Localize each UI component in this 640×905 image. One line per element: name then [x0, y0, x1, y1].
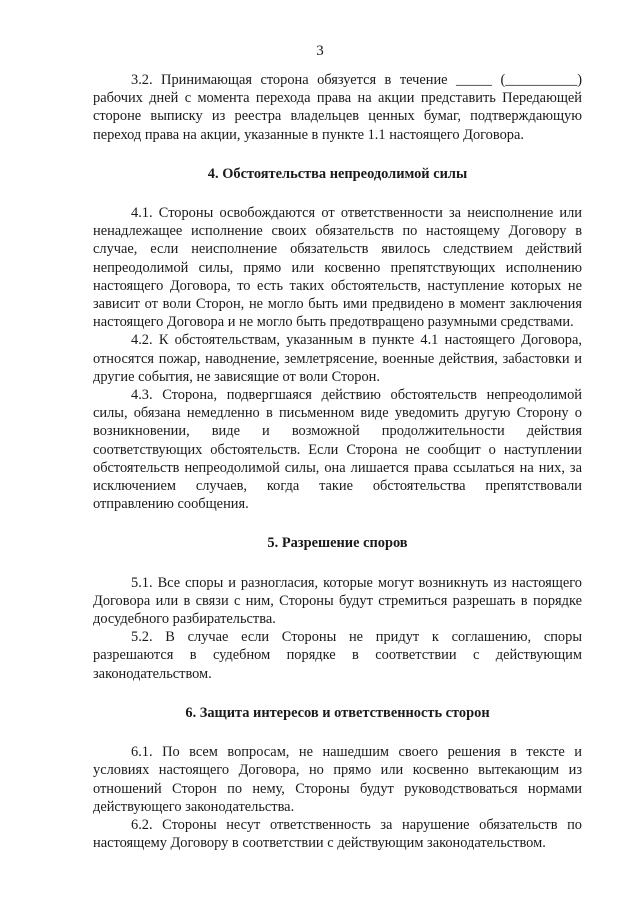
clause-3-2: 3.2. Принимающая сторона обязуется в течение _____ (__________) рабочих дней с момента перехода права на акции представить Передающей стороне выписку из реестра владельцев ценных бумаг, подтверждающую переход права на акции, указанные в пункте 1.1 настоящего Договора.: [93, 72, 582, 143]
section-5-title: 5. Разрешение споров: [267, 535, 408, 552]
spacer: [93, 183, 582, 204]
spacer: [93, 553, 582, 574]
clause-4-1: 4.1. Стороны освобождаются от ответственности за неисполнение или ненадлежащее исполнение своих обязательств по настоящему Договору в случае, если неисполнение обязательств явилось следствием действий непреодолимой силы, прямо или косвенно препятствующих исполнению настоящего Договора, то есть таких обстоятельств, наступление которых не зависит от воли Сторон, не могло быть ими предвидено в момент заключения настоящего Договора и не могло быть предотвращено разумными средствами.: [93, 205, 582, 331]
clause-4-3: 4.3. Сторона, подвергшаяся действию обстоятельств непреодолимой силы, обязана немедленно в письменном виде уведомить другую Сторону о возникновении, виде и возможной продолжительности действия соответствующих обстоятельств. Если Сторона не сообщит о наступлении обстоятельств непреодолимой силы, она лишается права ссылаться на них, за исключением случаев, когда такие обстоятельства препятствовали отправлению сообщения.: [93, 387, 582, 513]
clause-4-2: 4.2. К обстоятельствам, указанным в пункте 4.1 настоящего Договора, относятся пожар, наводнение, землетрясение, военные действия, забастовки и другие события, не зависящие от воли Сторон.: [93, 332, 582, 385]
section-4-title: 4. Обстоятельства непреодолимой силы: [207, 165, 468, 182]
clause-6-1: 6.1. По всем вопросам, не нашедшим своего решения в тексте и условиях настоящего Договора, но прямо или косвенно вытекающим из отношений Сторон по нему, Стороны будут руководствоваться нормами действующего законодательства.: [93, 744, 582, 815]
spacer: [93, 683, 582, 704]
page-number: 3: [316, 43, 324, 59]
spacer: [93, 513, 582, 534]
clause-6-2: 6.2. Стороны несут ответственность за нарушение обязательств по настоящему Договору в соответствии с действующим законодательством.: [93, 816, 582, 852]
clause-5-2: 5.2. В случае если Стороны не придут к соглашению, споры разрешаются в судебном порядке в соответствии с действующим законодательством.: [93, 629, 582, 682]
section-6-title: 6. Защита интересов и ответственность сторон: [185, 704, 490, 721]
clause-5-1: 5.1. Все споры и разногласия, которые могут возникнуть из настоящего Договора или в связи с ним, Стороны будут стремиться разрешать в порядке досудебного разбирательства.: [93, 574, 582, 628]
spacer: [93, 722, 582, 743]
spacer: [93, 144, 582, 165]
document-body: [93, 71, 582, 852]
